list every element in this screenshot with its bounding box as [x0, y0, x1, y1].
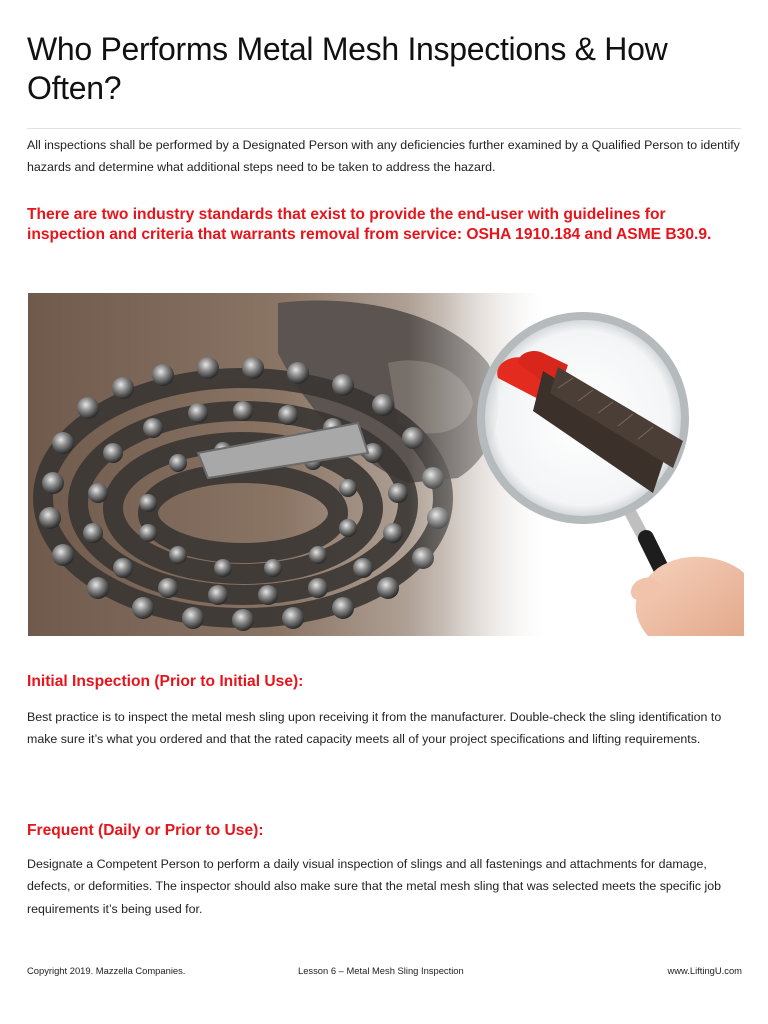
- footer-website-link[interactable]: www.LiftingU.com: [667, 965, 742, 976]
- section-body-initial-inspection: Best practice is to inspect the metal mesh sling upon receiving it from the manufacturer. Double-check the sling identification to make sure it’s what you ordered and that the rated capacity meets all of your project specifications and lifting requirements.: [27, 710, 722, 747]
- section-body-frequent-inspection: Designate a Competent Person to perform a daily visual inspection of slings and all fastenings and attachments for damage, defects, or deformities. The inspector should also make sure that the metal mesh sling that was selected meets the specific job requirements it’s being used for.: [27, 857, 721, 916]
- title-divider: [27, 128, 741, 129]
- standards-callout: There are two industry standards that exist to provide the end-user with guidelines for inspection and criteria that warrants removal from service: OSHA 1910.184 and ASME B30.9.: [27, 206, 712, 243]
- hero-image-metal-mesh-sling-magnifier: [28, 293, 744, 636]
- section-heading-frequent-inspection: Frequent (Daily or Prior to Use):: [27, 822, 264, 839]
- section-heading-initial-inspection: Initial Inspection (Prior to Initial Use):: [27, 673, 304, 690]
- footer-copyright: Copyright 2019. Mazzella Companies.: [27, 965, 186, 976]
- page-title: Who Performs Metal Mesh Inspections & How Often?: [27, 31, 668, 106]
- intro-paragraph: All inspections shall be performed by a Designated Person with any deficiencies further examined by a Qualified Person to identify hazards and determine what additional steps need to be taken to address the hazard.: [27, 138, 740, 174]
- footer-lesson: Lesson 6 – Metal Mesh Sling Inspection: [298, 965, 464, 976]
